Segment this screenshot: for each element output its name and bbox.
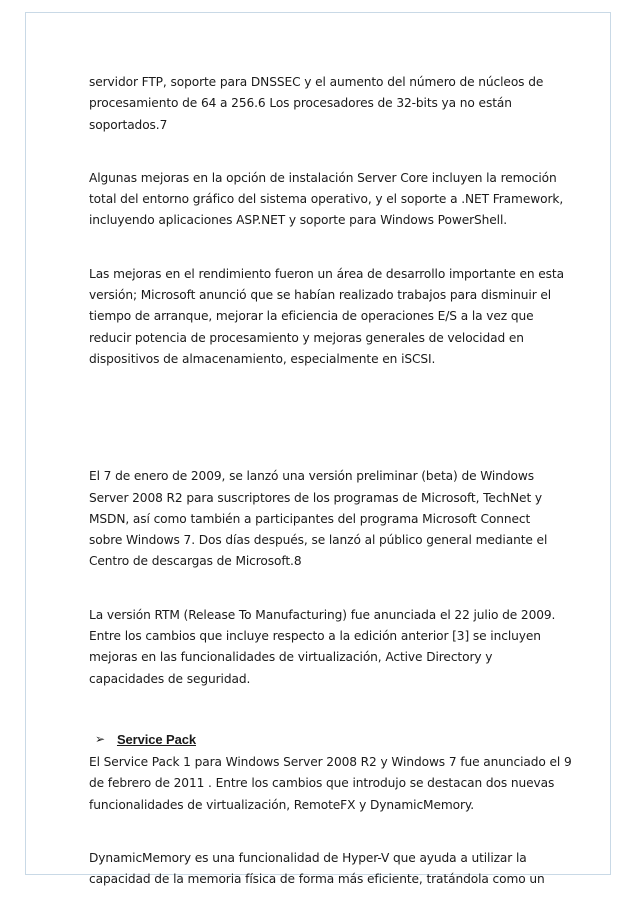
text-line: La versión RTM (Release To Manufacturing) fue anunciada el 22 julio de 2009. <box>89 607 556 622</box>
text-line: versión; Microsoft anunció que se habían realizado trabajos para disminuir el <box>89 288 552 303</box>
text-line: MSDN, así como también a participantes del programa Microsoft Connect <box>89 511 531 526</box>
paragraph <box>89 168 564 232</box>
text-line: Server 2008 R2 para suscriptores de los programas de Microsoft, TechNet y <box>89 490 543 505</box>
text-line: soportados.7 <box>89 117 168 132</box>
text-line: procesamiento de 64 a 256.6 Los procesadores de 32-bits ya no están <box>89 96 512 111</box>
paragraph <box>89 466 549 572</box>
section-heading-row <box>95 728 549 752</box>
text-line: El 7 de enero de 2009, se lanzó una versión preliminar (beta) de Windows <box>89 469 534 484</box>
text-line: incluyendo aplicaciones ASP.NET y soporte para Windows PowerShell. <box>89 213 508 228</box>
text-line: Las mejoras en el rendimiento fueron un área de desarrollo importante en esta <box>89 266 564 281</box>
text-line: servidor FTP, soporte para DNSSEC y el aumento del número de núcleos de <box>89 75 544 89</box>
text-line: capacidades de seguridad. <box>89 671 251 686</box>
text-line: DynamicMemory es una funcionalidad de Hyper-V que ayuda a utilizar la <box>89 850 527 865</box>
text-line: tiempo de arranque, mejorar la eficiencia de operaciones E/S a la vez que <box>89 309 534 324</box>
paragraph <box>89 264 564 370</box>
text-line: Entre los cambios que incluye respecto a la edición anterior [3] se incluyen <box>89 629 541 644</box>
paragraph <box>89 605 556 690</box>
text-line: funcionalidades de virtualización, RemoteFX y DynamicMemory. <box>89 797 475 812</box>
text-line: total del entorno gráfico del sistema operativo, y el soporte a .NET Framework, <box>89 192 564 207</box>
paragraph <box>89 752 572 816</box>
text-line: capacidad de la memoria física de forma más eficiente, tratándola como un <box>89 872 545 887</box>
text-line: dispositivos de almacenamiento, especialmente en iSCSI. <box>89 351 436 366</box>
document-body <box>89 72 572 890</box>
text-line: El Service Pack 1 para Windows Server 2008 R2 y Windows 7 fue anunciado el 9 <box>89 754 572 769</box>
arrow-bullet-icon: ➢ <box>95 732 105 747</box>
text-line: Algunas mejoras en la opción de instalación Server Core incluyen la remoción <box>89 170 557 185</box>
paragraph <box>89 848 549 891</box>
text-line: Centro de descargas de Microsoft.8 <box>89 554 302 569</box>
text-line: mejoras en las funcionalidades de virtualización, Active Directory y <box>89 650 493 665</box>
text-line: de febrero de 2011 . Entre los cambios que introdujo se destacan dos nuevas <box>89 776 555 791</box>
section-heading: Service Pack <box>116 732 197 748</box>
text-line: sobre Windows 7. Dos días después, se lanzó al público general mediante el <box>89 533 548 548</box>
text-line: reducir potencia de procesamiento y mejoras generales de velocidad en <box>89 330 524 345</box>
paragraph <box>89 72 549 136</box>
